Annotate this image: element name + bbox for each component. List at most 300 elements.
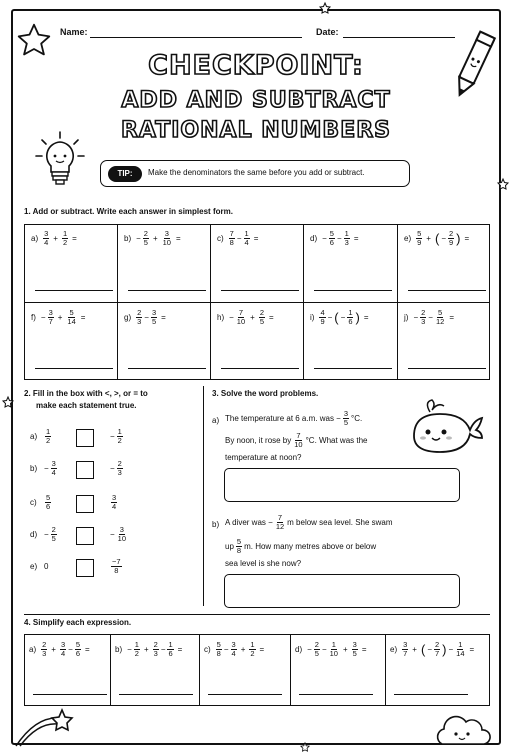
title-line-2: ADD AND SUBTRACT bbox=[121, 88, 391, 113]
small-star-icon bbox=[2, 396, 14, 408]
problem-label: d) bbox=[295, 645, 303, 654]
operator: − bbox=[441, 234, 446, 243]
fraction bbox=[314, 641, 320, 658]
fraction bbox=[344, 230, 350, 247]
operator: − bbox=[307, 645, 312, 654]
numerator: 1 bbox=[244, 229, 249, 238]
operator: − bbox=[40, 313, 46, 322]
section-4-heading: 4. Simplify each expression. bbox=[24, 618, 132, 627]
grid-divider bbox=[110, 634, 111, 706]
numerator: 3 bbox=[44, 229, 49, 238]
problem-label: a) bbox=[30, 432, 38, 441]
operator: − bbox=[448, 645, 454, 654]
problem-label: b) bbox=[124, 234, 132, 243]
answer-box-a[interactable] bbox=[224, 468, 460, 502]
fraction bbox=[244, 230, 250, 247]
problem-label: h) bbox=[217, 313, 225, 322]
denominator: 14 bbox=[456, 649, 465, 658]
fraction bbox=[162, 230, 172, 247]
fraction bbox=[343, 410, 349, 427]
numerator: 5 bbox=[216, 640, 221, 649]
denominator: 10 bbox=[117, 534, 127, 543]
grid-divider bbox=[385, 634, 386, 706]
grid-divider bbox=[117, 224, 118, 380]
operator: − bbox=[428, 313, 433, 322]
denominator: 8 bbox=[229, 238, 234, 247]
fraction bbox=[402, 641, 408, 658]
left-value bbox=[44, 428, 52, 445]
fraction bbox=[319, 309, 325, 326]
fraction bbox=[329, 641, 339, 658]
numerator: 3 bbox=[48, 308, 53, 317]
operator: = bbox=[353, 234, 359, 243]
denominator: 2 bbox=[117, 436, 122, 445]
cloud-icon bbox=[432, 712, 494, 748]
denominator: 3 bbox=[421, 317, 426, 326]
denominator: 4 bbox=[60, 649, 66, 658]
problem-expression bbox=[124, 230, 184, 247]
denominator: 5 bbox=[151, 317, 157, 326]
numerator: 3 bbox=[352, 640, 357, 649]
fraction bbox=[43, 230, 49, 247]
text: A diver was − bbox=[225, 518, 273, 527]
comparison-box[interactable] bbox=[76, 559, 94, 577]
shooting-star-icon bbox=[14, 708, 76, 748]
problem-label: a) bbox=[212, 416, 220, 425]
text: °C. What was the bbox=[305, 436, 368, 445]
problem-label: b) bbox=[115, 645, 123, 654]
right-value bbox=[110, 460, 124, 477]
numerator: 5 bbox=[329, 229, 334, 238]
numerator: 2 bbox=[421, 308, 426, 317]
name-field[interactable] bbox=[90, 37, 302, 38]
numerator: 2 bbox=[259, 308, 264, 317]
answer-line[interactable] bbox=[221, 290, 299, 291]
fraction bbox=[216, 641, 222, 658]
answer-line[interactable] bbox=[35, 290, 113, 291]
denominator: 3 bbox=[153, 649, 158, 658]
problem-label: b) bbox=[30, 464, 38, 473]
operator: + bbox=[240, 645, 246, 654]
operator: − bbox=[413, 313, 419, 322]
numerator: 4 bbox=[320, 308, 325, 317]
fraction bbox=[48, 309, 54, 326]
comparison-box[interactable] bbox=[76, 495, 94, 513]
denominator: 2 bbox=[62, 238, 68, 247]
fraction bbox=[111, 558, 122, 575]
tip-box bbox=[100, 160, 410, 187]
operator: = bbox=[161, 313, 166, 322]
denominator: 14 bbox=[67, 317, 76, 326]
operator: − bbox=[223, 645, 229, 654]
answer-line[interactable] bbox=[221, 368, 299, 369]
numerator: 1 bbox=[117, 427, 122, 436]
problem-expression bbox=[217, 309, 277, 326]
operator: + bbox=[342, 645, 348, 654]
numerator: 2 bbox=[137, 308, 142, 317]
problem-expression bbox=[29, 641, 93, 658]
denominator: 10 bbox=[162, 238, 171, 247]
section-1-heading: 1. Add or subtract. Write each answer in simplest form. bbox=[24, 207, 233, 216]
fraction bbox=[236, 309, 246, 326]
problem-expression bbox=[404, 309, 457, 326]
operator: − bbox=[44, 530, 49, 539]
fraction bbox=[249, 641, 255, 658]
problem-label: a) bbox=[31, 234, 39, 243]
operator: + bbox=[57, 313, 63, 322]
denominator: 3 bbox=[117, 468, 122, 477]
fraction bbox=[117, 428, 123, 445]
problem-label: c) bbox=[30, 498, 37, 507]
problem-label: b) bbox=[212, 520, 220, 529]
value: 0 bbox=[44, 562, 49, 571]
section-3-heading: 3. Solve the word problems. bbox=[212, 389, 319, 398]
problem-expression bbox=[310, 230, 361, 247]
denominator: 5 bbox=[343, 418, 349, 427]
section-2-heading-line-1: 2. Fill in the box with <, >, or = to bbox=[24, 389, 148, 398]
problem-label: a) bbox=[29, 645, 37, 654]
denominator: 3 bbox=[42, 649, 47, 658]
operator: ) bbox=[456, 231, 461, 246]
fraction bbox=[66, 309, 76, 326]
numerator: 5 bbox=[417, 229, 422, 238]
word-problem-line bbox=[225, 538, 376, 555]
fraction bbox=[143, 230, 149, 247]
denominator: 10 bbox=[294, 440, 303, 449]
problem-label: e) bbox=[404, 234, 412, 243]
problem-expression bbox=[31, 309, 88, 326]
answer-line[interactable] bbox=[128, 290, 206, 291]
operator: + bbox=[250, 313, 255, 322]
fraction bbox=[352, 641, 358, 658]
denominator: 9 bbox=[417, 238, 422, 247]
denominator: 4 bbox=[244, 238, 249, 247]
denominator: 5 bbox=[143, 238, 148, 247]
operator: + bbox=[426, 234, 431, 243]
column-divider bbox=[203, 386, 204, 606]
denominator: 6 bbox=[168, 649, 173, 658]
answer-line[interactable] bbox=[299, 694, 373, 695]
operator: − bbox=[236, 234, 242, 243]
numerator: 2 bbox=[143, 229, 148, 238]
answer-line[interactable] bbox=[33, 694, 107, 695]
left-value bbox=[44, 460, 58, 477]
answer-line[interactable] bbox=[314, 368, 392, 369]
denominator: 9 bbox=[320, 317, 325, 326]
numerator: 3 bbox=[51, 459, 56, 468]
text: By noon, it rose by bbox=[225, 436, 292, 445]
answer-box-b[interactable] bbox=[224, 574, 460, 608]
denominator: 8 bbox=[114, 566, 119, 575]
numerator: 1 bbox=[344, 229, 349, 238]
left-value bbox=[44, 494, 52, 511]
numerator: 5 bbox=[438, 308, 443, 317]
denominator: 6 bbox=[75, 649, 80, 658]
numerator: 3 bbox=[119, 525, 124, 534]
denominator: 4 bbox=[51, 468, 56, 477]
grid-divider bbox=[303, 224, 304, 380]
numerator: 1 bbox=[348, 308, 353, 317]
problem-label: g) bbox=[124, 313, 132, 322]
numerator: 3 bbox=[231, 640, 236, 649]
answer-line[interactable] bbox=[408, 290, 486, 291]
denominator: 6 bbox=[348, 317, 353, 326]
operator: ( bbox=[434, 231, 440, 246]
answer-line[interactable] bbox=[35, 368, 113, 369]
fraction bbox=[117, 460, 123, 477]
right-value bbox=[110, 558, 123, 575]
answer-line[interactable] bbox=[314, 290, 392, 291]
fraction bbox=[448, 230, 454, 247]
operator: ) bbox=[442, 642, 447, 657]
operator: − bbox=[44, 464, 49, 473]
right-value bbox=[110, 526, 128, 543]
operator: = bbox=[177, 645, 183, 654]
numerator: 7 bbox=[296, 431, 301, 440]
word-problem-line bbox=[225, 557, 301, 570]
denominator: 12 bbox=[435, 317, 445, 326]
denominator: 6 bbox=[329, 238, 334, 247]
denominator: 2 bbox=[250, 649, 255, 658]
operator: = bbox=[363, 313, 369, 322]
small-star-icon bbox=[319, 2, 331, 14]
text: The temperature at 6 a.m. was − bbox=[225, 414, 341, 423]
fraction bbox=[60, 641, 66, 658]
problem-label: j) bbox=[404, 313, 409, 322]
tip-label: TIP: bbox=[108, 166, 142, 182]
answer-line[interactable] bbox=[394, 694, 468, 695]
numerator: 5 bbox=[46, 493, 51, 502]
word-problem-line bbox=[225, 514, 393, 531]
numerator: 7 bbox=[277, 513, 283, 522]
text: °C. bbox=[351, 414, 363, 423]
numerator: 2 bbox=[434, 640, 440, 649]
operator: = bbox=[449, 313, 454, 322]
numerator: 2 bbox=[51, 525, 56, 534]
denominator: 5 bbox=[352, 649, 357, 658]
operator: − bbox=[136, 234, 141, 243]
denominator: 6 bbox=[46, 502, 51, 511]
grid-divider bbox=[199, 634, 200, 706]
right-value bbox=[110, 428, 124, 445]
operator: − bbox=[68, 645, 73, 654]
answer-line[interactable] bbox=[119, 694, 193, 695]
numerator: 1 bbox=[250, 640, 255, 649]
comparison-box[interactable] bbox=[76, 461, 94, 479]
denominator: 4 bbox=[44, 238, 49, 247]
problem-expression bbox=[217, 230, 261, 247]
operator: = bbox=[464, 234, 470, 243]
problem-label: d) bbox=[30, 530, 38, 539]
fraction bbox=[275, 514, 285, 531]
word-problem-line bbox=[225, 432, 368, 449]
operator: + bbox=[152, 234, 158, 243]
numerator: 5 bbox=[75, 640, 80, 649]
problem-expression bbox=[115, 641, 185, 658]
section-divider bbox=[24, 614, 490, 615]
title-line-1: CHECKPOINT: bbox=[148, 50, 364, 81]
comparison-box[interactable] bbox=[76, 527, 94, 545]
denominator: 8 bbox=[236, 546, 242, 555]
operator: = bbox=[469, 645, 475, 654]
problem-label: e) bbox=[390, 645, 398, 654]
operator: − bbox=[144, 313, 149, 322]
text: temperature at noon? bbox=[225, 453, 302, 462]
operator: − bbox=[110, 464, 115, 473]
numerator: 5 bbox=[69, 308, 74, 317]
answer-line[interactable] bbox=[128, 368, 206, 369]
operator: − bbox=[427, 645, 432, 654]
numerator: 1 bbox=[168, 640, 173, 649]
problem-label: e) bbox=[30, 562, 38, 571]
denominator: 8 bbox=[216, 649, 221, 658]
problem-expression bbox=[204, 641, 267, 658]
title-line-3: RATIONAL NUMBERS bbox=[120, 118, 392, 143]
grid-divider bbox=[397, 224, 398, 380]
operator: + bbox=[53, 234, 58, 243]
fraction bbox=[153, 641, 159, 658]
denominator: 5 bbox=[51, 534, 56, 543]
fraction bbox=[111, 494, 117, 511]
denominator: 2 bbox=[46, 436, 51, 445]
fraction bbox=[117, 526, 127, 543]
fraction bbox=[434, 641, 440, 658]
numerator: 3 bbox=[164, 229, 169, 238]
numerator: 1 bbox=[62, 229, 68, 238]
denominator: 12 bbox=[275, 522, 285, 531]
fraction bbox=[435, 309, 445, 326]
denominator: 4 bbox=[112, 502, 117, 511]
grid-divider bbox=[290, 634, 291, 706]
name-label: Name: bbox=[60, 27, 88, 37]
numerator: 3 bbox=[343, 409, 349, 418]
fraction bbox=[259, 309, 265, 326]
operator: − bbox=[321, 645, 327, 654]
operator: = bbox=[72, 234, 77, 243]
operator: = bbox=[253, 234, 259, 243]
whale-icon bbox=[408, 398, 486, 462]
fraction bbox=[45, 494, 51, 511]
operator: ) bbox=[355, 310, 360, 325]
section-2-heading-line-2: make each statement true. bbox=[36, 401, 137, 410]
problem-expression bbox=[124, 309, 169, 326]
fraction bbox=[455, 641, 465, 658]
small-star-icon bbox=[300, 742, 310, 752]
fraction bbox=[229, 230, 235, 247]
fraction bbox=[62, 230, 68, 247]
denominator: 2 bbox=[134, 649, 139, 658]
date-label: Date: bbox=[316, 27, 339, 37]
denominator: 7 bbox=[48, 317, 53, 326]
problem-expression bbox=[404, 230, 472, 247]
fraction bbox=[416, 230, 422, 247]
operator: − bbox=[110, 530, 115, 539]
problem-expression bbox=[310, 309, 372, 326]
denominator: 10 bbox=[329, 649, 338, 658]
problem-label: d) bbox=[310, 234, 318, 243]
numerator: 3 bbox=[403, 640, 408, 649]
numerator: 3 bbox=[151, 308, 157, 317]
denominator: 10 bbox=[236, 317, 246, 326]
denominator: 4 bbox=[231, 649, 236, 658]
text: up bbox=[225, 542, 234, 551]
grid-divider bbox=[24, 302, 490, 303]
numerator: 5 bbox=[236, 537, 242, 546]
problem-expression bbox=[31, 230, 80, 247]
fraction bbox=[51, 460, 57, 477]
numerator: 7 bbox=[238, 308, 244, 317]
numerator: 3 bbox=[112, 493, 117, 502]
numerator: 1 bbox=[458, 640, 463, 649]
numerator: 1 bbox=[46, 427, 51, 436]
fraction bbox=[134, 641, 140, 658]
fraction bbox=[167, 641, 173, 658]
denominator: 7 bbox=[434, 649, 440, 658]
problem-label: f) bbox=[31, 313, 36, 322]
word-problem-line bbox=[225, 410, 362, 427]
small-star-icon bbox=[497, 178, 509, 190]
operator: = bbox=[175, 234, 181, 243]
numerator: 2 bbox=[314, 640, 319, 649]
fraction bbox=[347, 309, 353, 326]
text: m. How many metres above or below bbox=[244, 542, 377, 551]
operator: + bbox=[51, 645, 56, 654]
fraction bbox=[151, 309, 157, 326]
problem-expression bbox=[390, 641, 477, 658]
fraction bbox=[236, 538, 242, 555]
numerator: 7 bbox=[229, 229, 234, 238]
fraction bbox=[329, 230, 335, 247]
denominator: 3 bbox=[137, 317, 142, 326]
denominator: 7 bbox=[403, 649, 408, 658]
answer-line[interactable] bbox=[208, 694, 282, 695]
date-field[interactable] bbox=[343, 37, 455, 38]
operator: = bbox=[361, 645, 367, 654]
grid-divider bbox=[210, 224, 211, 380]
operator: ( bbox=[420, 642, 426, 657]
text: m below sea level. She swam bbox=[287, 518, 393, 527]
word-problem-line bbox=[225, 451, 302, 464]
problem-label: c) bbox=[204, 645, 211, 654]
operator: − bbox=[327, 313, 333, 322]
operator: − bbox=[127, 645, 132, 654]
operator: − bbox=[340, 313, 346, 322]
denominator: 3 bbox=[344, 238, 349, 247]
fraction bbox=[75, 641, 81, 658]
operator: = bbox=[80, 313, 86, 322]
numerator: 2 bbox=[153, 640, 158, 649]
operator: + bbox=[143, 645, 149, 654]
operator: + bbox=[412, 645, 417, 654]
numerator: 2 bbox=[448, 229, 454, 238]
problem-expression bbox=[295, 641, 370, 658]
comparison-box[interactable] bbox=[76, 429, 94, 447]
problem-label: c) bbox=[217, 234, 224, 243]
tip-text: Make the denominators the same before you add or subtract. bbox=[148, 168, 365, 177]
operator: − bbox=[336, 234, 342, 243]
problem-label: i) bbox=[310, 313, 315, 322]
numerator: −7 bbox=[112, 557, 121, 566]
answer-line[interactable] bbox=[408, 368, 486, 369]
denominator: 5 bbox=[314, 649, 319, 658]
numerator: 1 bbox=[134, 640, 139, 649]
lightbulb-icon bbox=[34, 130, 86, 188]
operator: ( bbox=[334, 310, 339, 325]
denominator: 5 bbox=[259, 317, 264, 326]
fraction bbox=[41, 641, 47, 658]
operator: = bbox=[84, 645, 90, 654]
fraction bbox=[136, 309, 142, 326]
